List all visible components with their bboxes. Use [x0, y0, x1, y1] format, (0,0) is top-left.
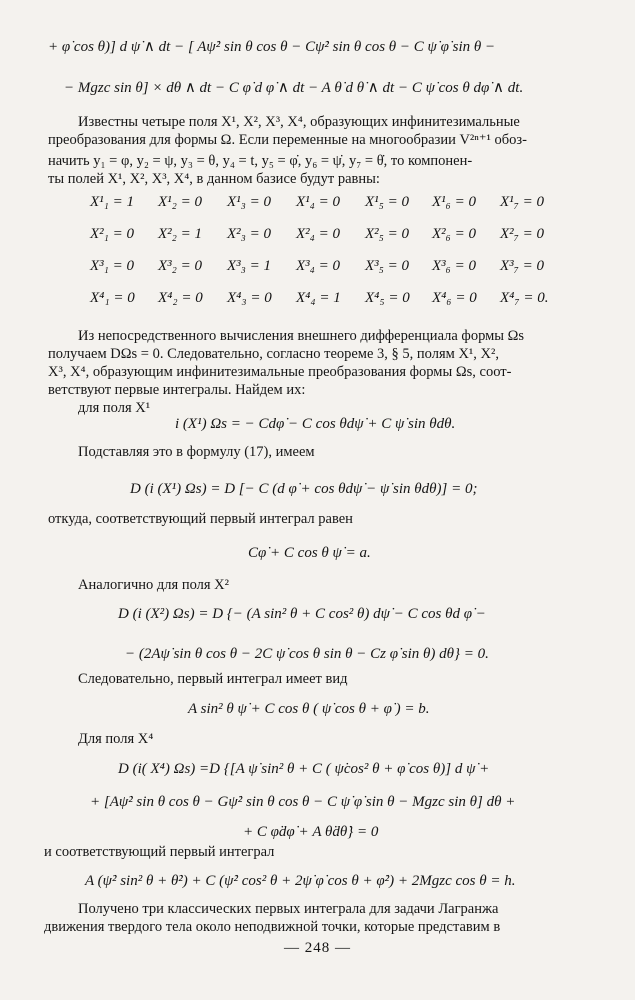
equation-integral-a: Cφ̇ + C cos θ ψ̇ = a.: [248, 545, 371, 561]
component-cell: X²₇ = 0: [500, 226, 544, 242]
paragraph-2-line-3: X³, X⁴, образующим инфинитезимальные преобразования формы Ωs, соот-: [48, 364, 512, 380]
equation-line-1: + φ̇ cos θ)] d ψ̇ ∧ dt − [ Aψ̇² sin θ cos θ − Cψ̇² sin θ cos θ − C ψ̇ φ̇ sin θ −: [48, 39, 496, 55]
component-cell: X⁴₅ = 0: [365, 290, 410, 306]
component-cell: X³₂ = 0: [158, 258, 202, 274]
paragraph-2-line-4: ветствуют первые интегралы. Найдем их:: [48, 382, 306, 398]
component-cell: X⁴₃ = 0: [227, 290, 272, 306]
equation-differential-x1: D (i (X¹) Ωs) = D [− C (d φ̇ + cos θdψ̇ − ψ̇ sin θdθ)] = 0;: [130, 481, 478, 497]
paragraph-1-line-2: преобразования для формы Ω. Если переменные на многообразии V²ⁿ⁺¹ обоз-: [48, 132, 527, 148]
paragraph-2-line-1: Из непосредственного вычисления внешнего дифференциала формы Ωs: [78, 328, 525, 344]
equation-line-2: − Mgzc sin θ] × dθ ∧ dt − C φ̇ d φ̇ ∧ dt − A θ̇ d θ̇ ∧ dt − C ψ̇ cos θ dφ̇ ∧ dt.: [64, 80, 524, 96]
equation-integral-h: A (ψ̇² sin² θ + θ̇²) + C (ψ̇² cos² θ + 2ψ̇ φ̇ cos θ + φ̇²) + 2Mgzc cos θ = h.: [85, 873, 516, 889]
paragraph-7: Для поля X⁴: [78, 731, 154, 747]
equation-differential-x4-line-3: + C φ̇dφ̇ + A θ̇dθ̇} = 0: [243, 824, 379, 840]
equation-integral-b: A sin² θ ψ̇ + C cos θ ( ψ̇ cos θ + φ̇ ) = b.: [188, 701, 430, 717]
component-cell: X²₄ = 0: [296, 226, 340, 242]
component-cell: X¹₂ = 0: [158, 194, 202, 210]
component-cell: X²₁ = 0: [90, 226, 134, 242]
component-cell: X²₃ = 0: [227, 226, 271, 242]
paragraph-3: Подставляя это в формулу (17), имеем: [78, 444, 315, 460]
component-cell: X²₂ = 1: [158, 226, 202, 242]
component-cell: X³₃ = 1: [227, 258, 271, 274]
component-cell: X¹₃ = 0: [227, 194, 271, 210]
paragraph-1-line-3: начить y₁ = φ, y₂ = ψ, y₃ = θ, y₄ = t, y₅ = φ̇, y₆ = ψ̇, y₇ = θ̇, то компонен-: [48, 153, 473, 169]
equation-differential-x2-line-2: − (2Aψ̇ sin θ cos θ − 2C ψ̇ cos θ sin θ − Cz φ̇ sin θ) dθ} = 0.: [125, 646, 489, 662]
component-cell: X¹₄ = 0: [296, 194, 340, 210]
paragraph-2-line-5: для поля X¹: [78, 400, 151, 416]
component-cell: X⁴₂ = 0: [158, 290, 203, 306]
component-cell: X⁴₇ = 0.: [500, 290, 549, 306]
component-cell: X⁴₁ = 0: [90, 290, 135, 306]
component-cell: X²₆ = 0: [432, 226, 476, 242]
component-row: [90, 226, 560, 258]
paragraph-2-line-2: получаем DΩs = 0. Следовательно, согласно теореме 3, § 5, полям X¹, X²,: [48, 346, 499, 362]
component-cell: X³₄ = 0: [296, 258, 340, 274]
component-cell: X¹₇ = 0: [500, 194, 544, 210]
page-number: — 248 —: [284, 940, 351, 956]
paragraph-9-line-1: Получено три классических первых интеграла для задачи Лагранжа: [78, 901, 499, 917]
equation-interior-product-x1: i (X¹) Ωs = − Cdφ̇ − C cos θdψ̇ + C ψ̇ sin θdθ.: [175, 416, 456, 432]
paragraph-1-line-1: Известны четыре поля X¹, X², X³, X⁴, образующих инфинитезимальные: [78, 114, 520, 130]
equation-differential-x4-line-2: + [Aψ̇² sin θ cos θ − Gψ̇² sin θ cos θ − C ψ̇ φ̇ sin θ − Mgzc sin θ] dθ +: [90, 794, 516, 810]
component-row: [90, 290, 560, 322]
paragraph-8: и соответствующий первый интеграл: [44, 844, 275, 860]
component-cell: X³₁ = 0: [90, 258, 134, 274]
component-row: [90, 194, 560, 226]
component-cell: X³₇ = 0: [500, 258, 544, 274]
equation-differential-x2-line-1: D (i (X²) Ωs) = D {− (A sin² θ + C cos² θ) dψ̇ − C cos θd φ̇ −: [118, 606, 486, 622]
component-table: [90, 194, 560, 322]
component-cell: X³₅ = 0: [365, 258, 409, 274]
component-cell: X³₆ = 0: [432, 258, 476, 274]
paragraph-9-line-2: движения твердого тела около неподвижной точки, которые представим в: [44, 919, 501, 935]
component-cell: X⁴₆ = 0: [432, 290, 477, 306]
component-cell: X¹₅ = 0: [365, 194, 409, 210]
component-cell: X⁴₄ = 1: [296, 290, 341, 306]
equation-differential-x4-line-1: D (i( X⁴) Ωs) =D {[A ψ̇ sin² θ + C ( ψ̇cos² θ + φ̇ cos θ)] d ψ̇ +: [118, 761, 490, 777]
component-row: [90, 258, 560, 290]
component-cell: X²₅ = 0: [365, 226, 409, 242]
component-cell: X¹₁ = 1: [90, 194, 134, 210]
paragraph-4: откуда, соответствующий первый интеграл равен: [48, 511, 353, 527]
paragraph-6: Следовательно, первый интеграл имеет вид: [78, 671, 348, 687]
component-cell: X¹₆ = 0: [432, 194, 476, 210]
paragraph-5: Аналогично для поля X²: [78, 577, 229, 593]
paragraph-1-line-4: ты полей X¹, X², X³, X⁴, в данном базисе будут равны:: [48, 171, 380, 187]
